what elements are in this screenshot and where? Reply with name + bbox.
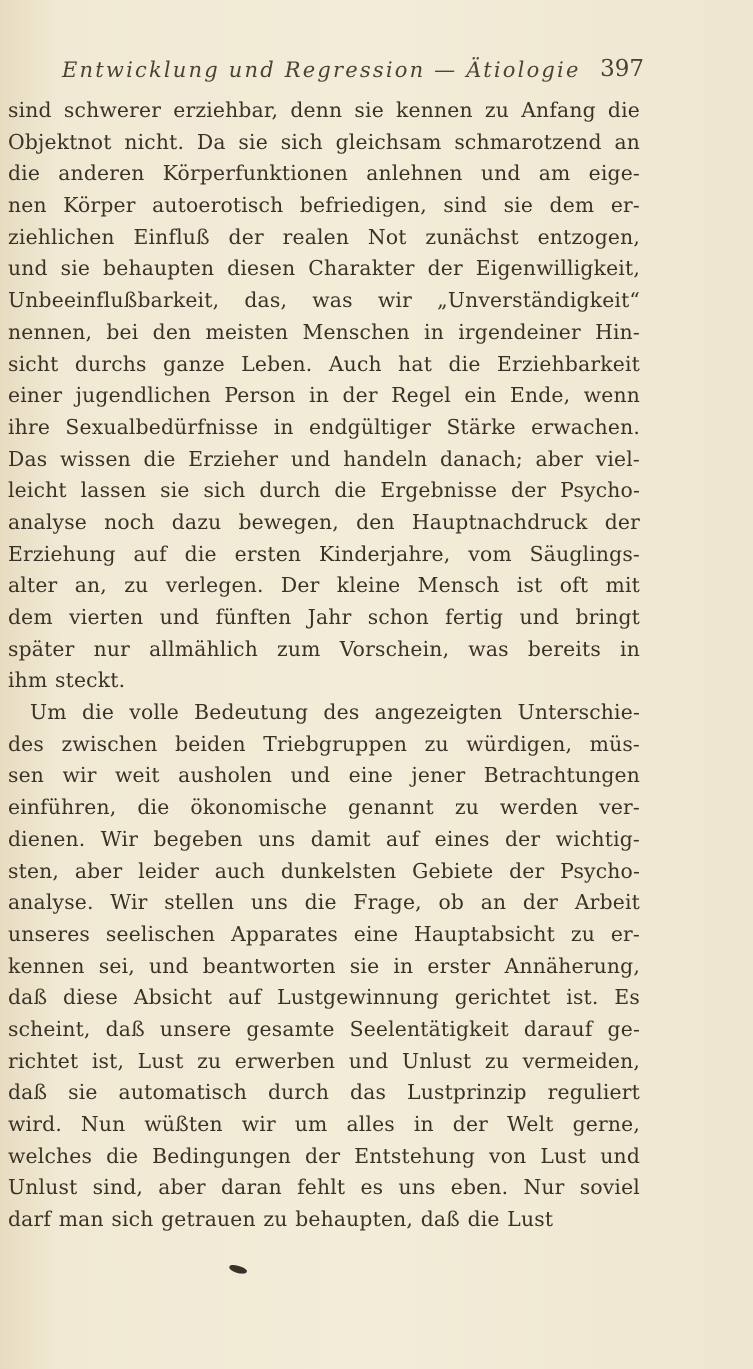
text-line: welches die Bedingungen der Entstehung von Lust und	[8, 1143, 640, 1168]
text-line: sind schwerer erziehbar, denn sie kennen zu Anfang die	[8, 98, 640, 122]
paragraph-2	[8, 697, 640, 1236]
text-line: leicht lassen sie sich durch die Ergebnisse der Psycho-	[8, 478, 640, 503]
text-line: Um die volle Bedeutung des angezeigten Unterschie-	[30, 700, 640, 725]
text-line: scheint, daß unsere gesamte Seelentätigkeit darauf ge-	[8, 1016, 640, 1041]
text-line: Erziehung auf die ersten Kinderjahre, vom Säuglings-	[8, 541, 640, 566]
paragraph-1	[8, 95, 640, 697]
page-number: 397	[600, 56, 644, 82]
text-line: einführen, die ökonomische genannt zu werden ver-	[8, 795, 640, 820]
text-line: dem vierten und fünften Jahr schon fertig und bringt	[8, 605, 640, 629]
text-line: Unlust sind, aber daran fehlt es uns eben. Nur soviel	[8, 1175, 640, 1200]
ink-smudge	[228, 1263, 247, 1275]
text-line: unseres seelischen Apparates eine Hauptabsicht zu er-	[8, 921, 640, 946]
text-line: später nur allmählich zum Vorschein, was bereits in	[8, 636, 640, 661]
text-line: richtet ist, Lust zu erwerben und Unlust zu vermeiden,	[8, 1048, 640, 1073]
text-line: darf man sich getrauen zu behaupten, daß die Lust	[8, 1207, 554, 1232]
text-line: kennen sei, und beantworten sie in erster Annäherung,	[8, 953, 640, 978]
text-line: und sie behaupten diesen Charakter der Eigenwilligkeit,	[8, 256, 640, 281]
text-line: Das wissen die Erzieher und handeln danach; aber viel-	[8, 446, 640, 471]
body-text	[8, 95, 640, 1236]
text-line: ihre Sexualbedürfnisse in endgültiger Stärke erwachen.	[8, 414, 640, 439]
text-line: sicht durchs ganze Leben. Auch hat die Erziehbarkeit	[8, 351, 640, 376]
text-line: die anderen Körperfunktionen anlehnen und am eige-	[8, 161, 640, 186]
text-line: daß sie automatisch durch das Lustprinzip reguliert	[8, 1080, 640, 1105]
text-line: daß diese Absicht auf Lustgewinnung gerichtet ist. Es	[8, 985, 640, 1010]
text-line: analyse. Wir stellen uns die Frage, ob an der Arbeit	[8, 890, 640, 915]
text-line: sen wir weit ausholen und eine jener Betrachtungen	[8, 763, 640, 788]
text-line: analyse noch dazu bewegen, den Hauptnachdruck der	[8, 509, 640, 534]
text-line: nen Körper autoerotisch befriedigen, sind sie dem er-	[8, 193, 640, 218]
text-line: sten, aber leider auch dunkelsten Gebiete der Psycho-	[8, 858, 640, 883]
text-line: Objektnot nicht. Da sie sich gleichsam schmarotzend an	[8, 129, 640, 154]
running-head: Entwicklung und Regression — Ätiologie	[62, 58, 581, 82]
text-line: dienen. Wir begeben uns damit auf eines der wichtig-	[8, 826, 640, 851]
text-line: nennen, bei den meisten Menschen in irgendeiner Hin-	[8, 319, 640, 344]
text-line: einer jugendlichen Person in der Regel ein Ende, wenn	[8, 383, 640, 408]
text-line: alter an, zu verlegen. Der kleine Mensch ist oft mit	[8, 573, 640, 598]
text-line: des zwischen beiden Triebgruppen zu würdigen, müs-	[8, 731, 640, 756]
page-header	[62, 58, 652, 90]
text-line: ziehlichen Einfluß der realen Not zunächst entzogen,	[8, 224, 640, 249]
text-line: ihm steckt.	[8, 668, 126, 693]
text-line: wird. Nun wüßten wir um alles in der Welt gerne,	[8, 1112, 640, 1136]
text-line: Unbeeinflußbarkeit, das, was wir „Unverständigkeit“	[8, 288, 640, 313]
